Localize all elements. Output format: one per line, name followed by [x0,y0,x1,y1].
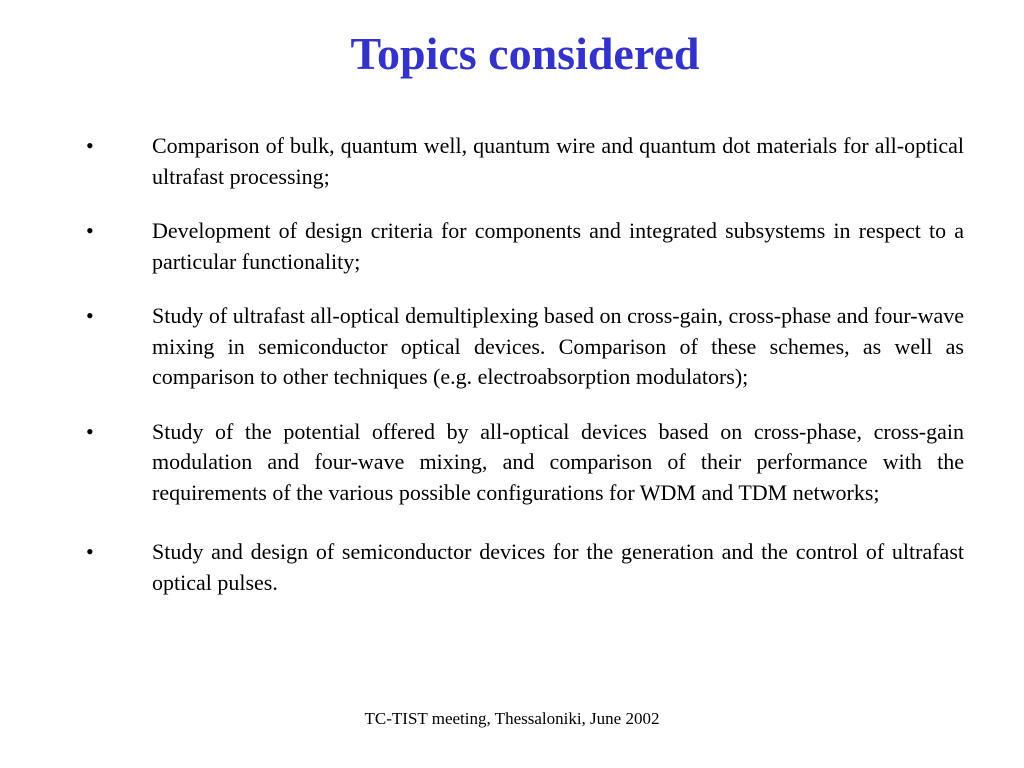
bullet-marker: • [86,133,94,158]
bullet-text: Comparison of bulk, quantum well, quantum wire and quantum dot materials for all-optical ultrafast processing; [152,133,964,189]
slide-title: Topics considered [350,28,700,79]
footer-text: TC-TIST meeting, Thessaloniki, June 2002 [364,709,660,728]
slide-footer [0,708,1024,730]
bullet-item-design-criteria [86,216,964,277]
bullet-list [86,131,964,598]
bullet-text: Development of design criteria for components and integrated subsystems in respect to a particular functionality; [152,218,964,274]
bullet-marker: • [86,539,94,564]
bullet-item-pulses [86,537,964,598]
bullet-marker: • [86,218,94,243]
bullet-marker: • [86,303,94,328]
bullet-item-demultiplexing [86,301,964,393]
bullet-marker: • [86,418,94,444]
bullet-item-materials [86,131,964,192]
bullet-text: Study and design of semiconductor devices for the generation and the control of ultrafast optical pulses. [152,539,964,595]
bullet-text: Study of the potential offered by all-optical devices based on cross-phase, cross-gain modulation and four-wave mixing, and comparison of their performance with the requirements of the various possible configurations for WDM and TDM networks; [152,418,964,505]
bullet-text: Study of ultrafast all-optical demultiplexing based on cross-gain, cross-phase and four-wave mixing in semiconductor optical devices. Comparison of these schemes, as well as comparison to other techniques (e.g. electroabsorption modulators); [152,303,964,389]
bullet-item-potential [86,417,964,509]
